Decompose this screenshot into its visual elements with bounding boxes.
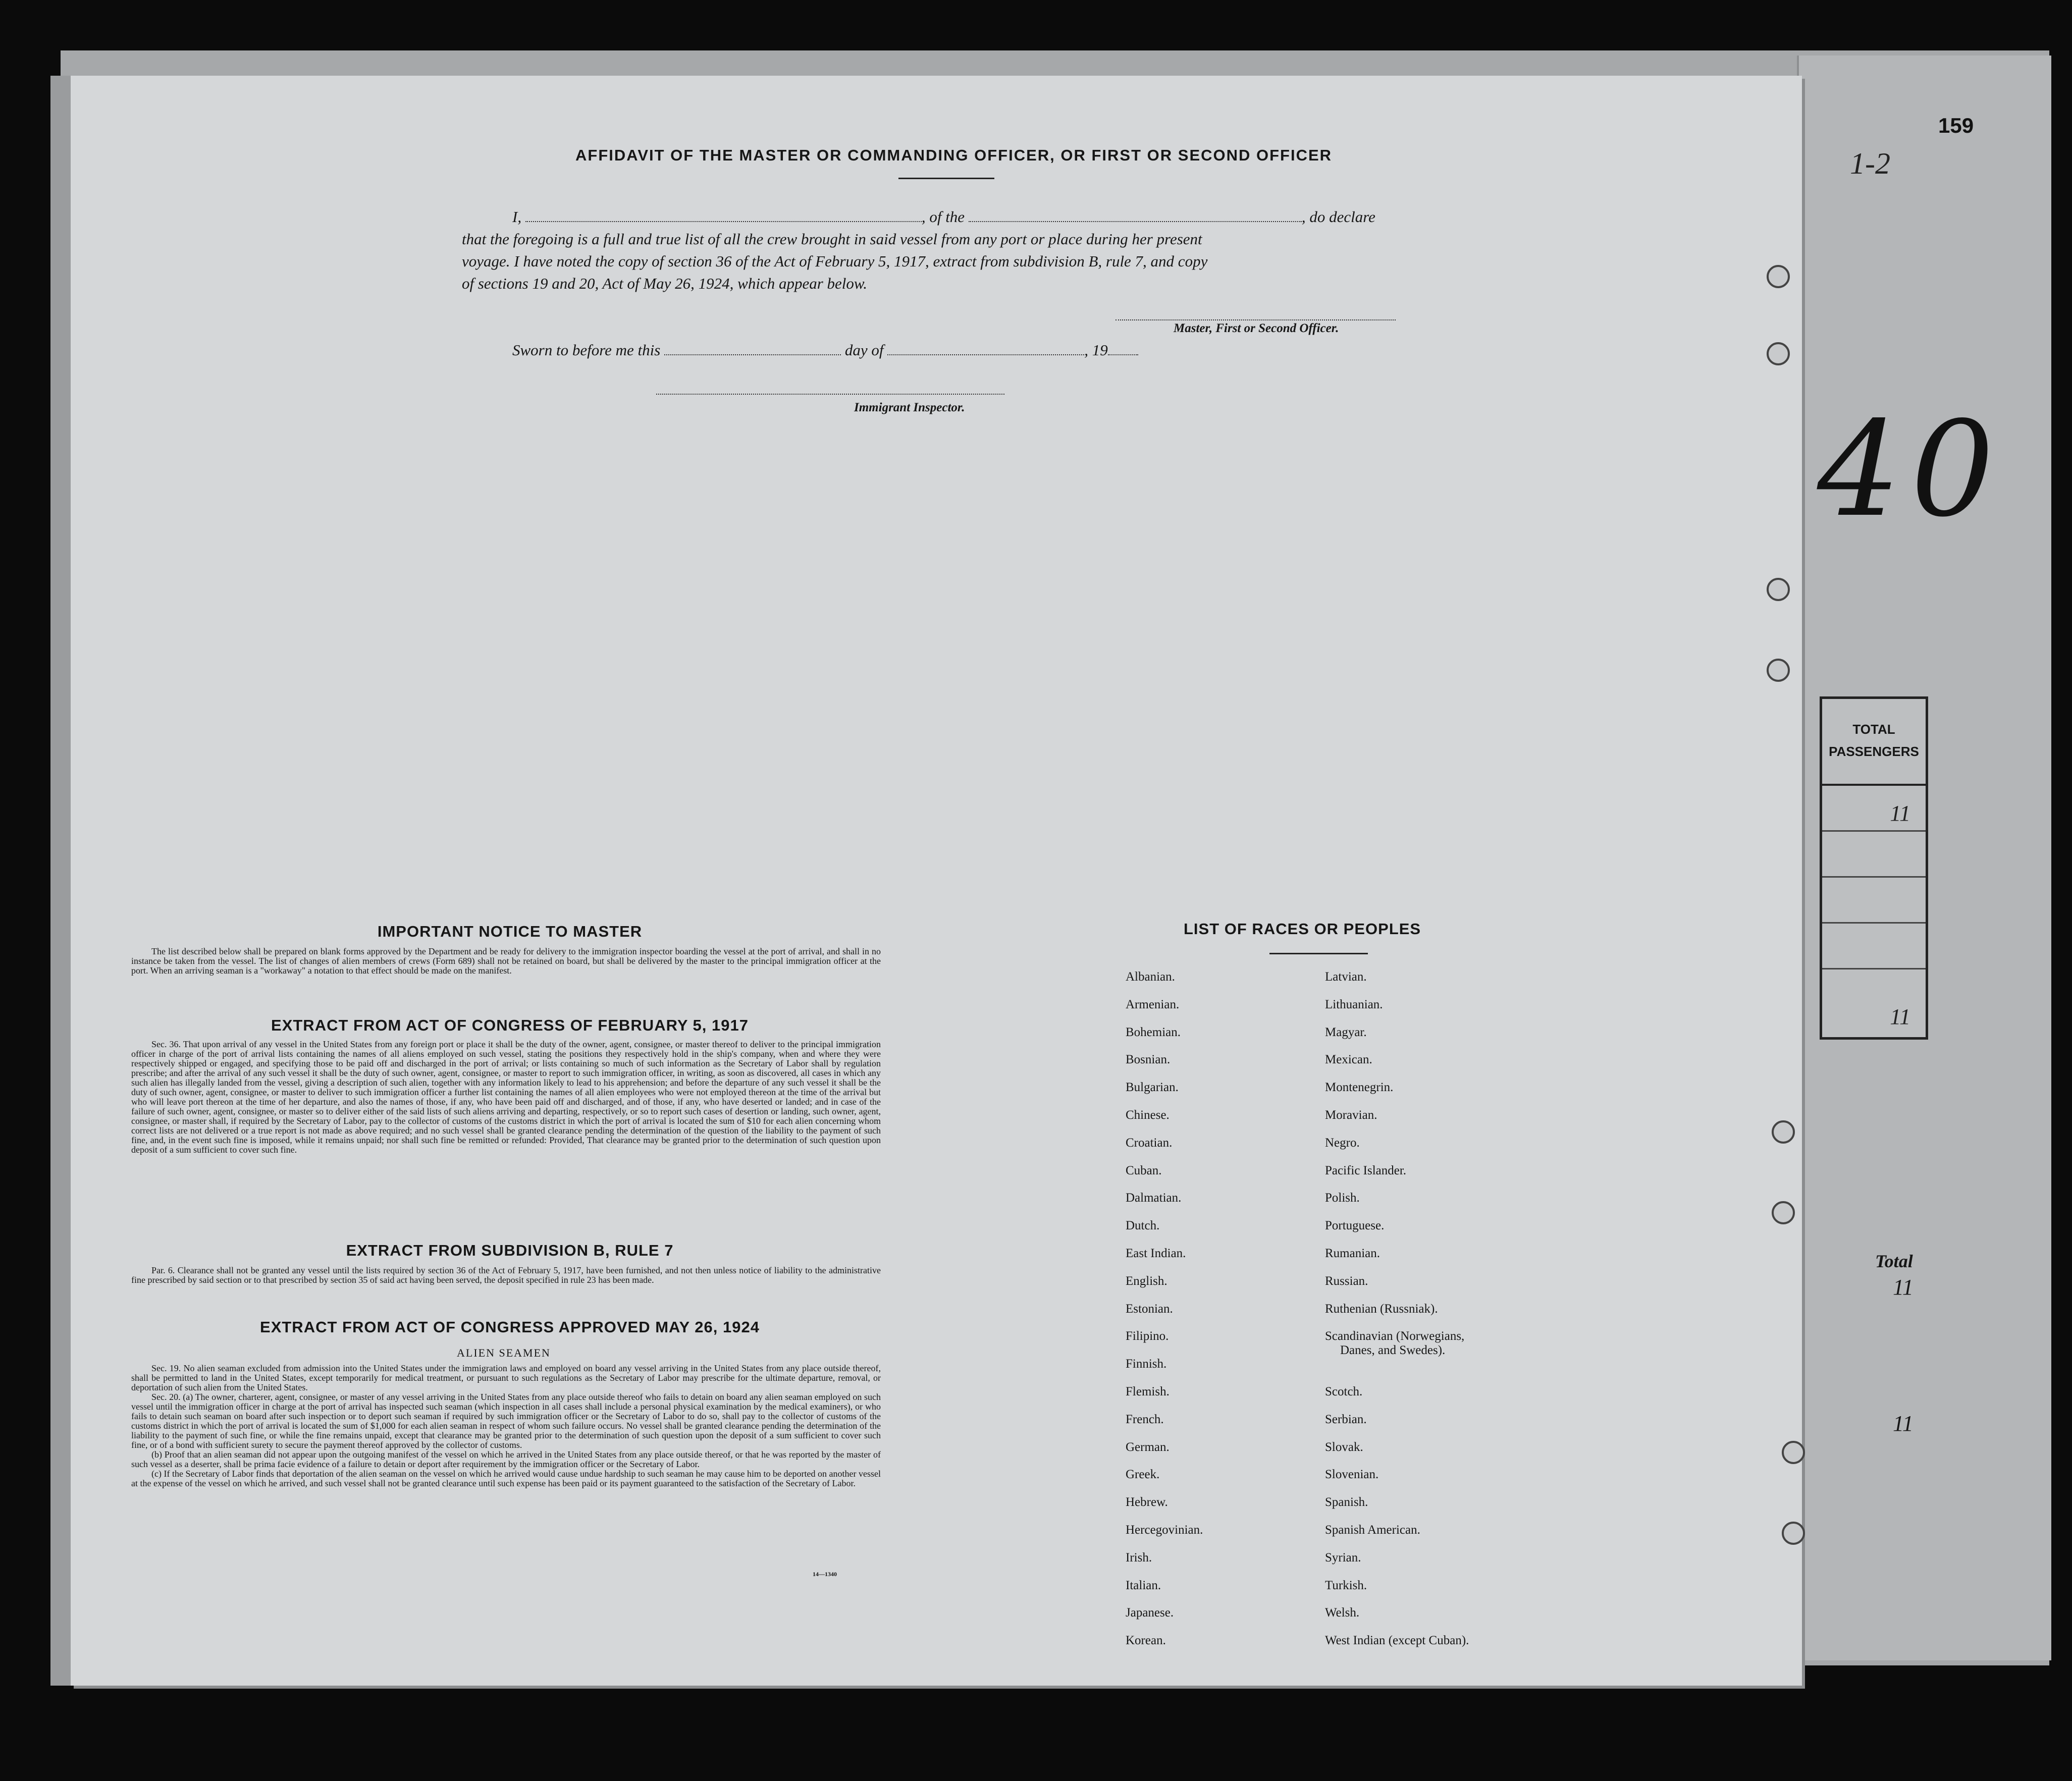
handwritten-large-number: 40 bbox=[1817, 394, 2004, 546]
extract-1924-text bbox=[131, 1364, 881, 1488]
binder-hole bbox=[1767, 342, 1790, 365]
race-item: Slovenian. bbox=[1325, 1468, 1379, 1482]
affidavit-text: voyage. I have noted the copy of section 36 of the Act of February 5, 1917, extract from subdivision B, rule 7, and copy bbox=[462, 252, 1208, 270]
total-value: 11 bbox=[1890, 1004, 1910, 1029]
race-item: Albanian. bbox=[1126, 970, 1175, 984]
race-item: Finnish. bbox=[1126, 1357, 1167, 1371]
binder-hole bbox=[1772, 1201, 1795, 1224]
binder-hole bbox=[1782, 1441, 1805, 1464]
total-passengers-box bbox=[1820, 696, 1928, 1040]
race-item: Rumanian. bbox=[1325, 1247, 1380, 1260]
race-item: Greek. bbox=[1126, 1468, 1160, 1482]
race-item: Filipino. bbox=[1126, 1329, 1169, 1343]
race-item: Turkish. bbox=[1325, 1578, 1367, 1592]
total-header-line2: PASSENGERS bbox=[1829, 744, 1919, 759]
notice-title: IMPORTANT NOTICE TO MASTER bbox=[377, 923, 643, 940]
race-item: Dutch. bbox=[1126, 1219, 1160, 1233]
race-item: Hebrew. bbox=[1126, 1495, 1168, 1509]
binder-hole bbox=[1767, 578, 1790, 601]
race-item: German. bbox=[1126, 1440, 1170, 1454]
race-item: Moravian. bbox=[1325, 1108, 1377, 1122]
race-item: East Indian. bbox=[1126, 1247, 1186, 1260]
binder-hole bbox=[1767, 265, 1790, 288]
sworn-text: day of bbox=[844, 341, 884, 359]
race-item: Bosnian. bbox=[1126, 1053, 1171, 1067]
race-item: Pacific Islander. bbox=[1325, 1163, 1407, 1177]
extract-1917-title: EXTRACT FROM ACT OF CONGRESS OF FEBRUARY 5, 1917 bbox=[271, 1016, 749, 1034]
race-item: Magyar. bbox=[1325, 1025, 1367, 1039]
year-blank bbox=[1108, 341, 1138, 355]
total-row bbox=[1822, 924, 1926, 969]
affidavit-body bbox=[462, 206, 1431, 295]
handwritten-total-value: 11 bbox=[1893, 1411, 1914, 1436]
race-item: Portuguese. bbox=[1325, 1219, 1385, 1233]
race-item: English. bbox=[1126, 1274, 1167, 1288]
extract-1924-title: EXTRACT FROM ACT OF CONGRESS APPROVED MAY 26, 1924 bbox=[260, 1318, 760, 1336]
rule-7-title: EXTRACT FROM SUBDIVISION B, RULE 7 bbox=[346, 1242, 674, 1259]
sworn-text: , 19 bbox=[1084, 341, 1108, 359]
race-item: Syrian. bbox=[1325, 1550, 1361, 1564]
race-item: Dalmatian. bbox=[1126, 1191, 1182, 1205]
race-item-continuation: Danes, and Swedes). bbox=[1340, 1343, 1446, 1358]
title-rule bbox=[1269, 953, 1368, 954]
total-row bbox=[1822, 878, 1926, 924]
race-item: Spanish. bbox=[1325, 1495, 1368, 1509]
signature-line bbox=[1115, 319, 1396, 320]
section-20a-paragraph: Sec. 20. (a) The owner, charterer, agent, consignee, or master of any vessel arriving in the United States from any place outside thereof who fails to detain on board any alien seaman employed on such vessel until the immigration officer in charge at the port of arrival has inspected such seaman (which inspection in all cases shall include a personal physical examination by the medical examiners), or who fails to detain such seaman on board after such inspection or to deport such seaman if required by such immigration officer or the Secretary of Labor to do so, shall pay to the collector of customs of the customs district in which the port of arrival is located the sum of $1,000 for each alien seaman in respect of whom such failure occurs. No vessel shall be granted clearance pending the determination of the liability to the payment of such fine, or while the fine remains unpaid, except that clearance may be granted prior to the determination of such question upon the deposit of a sum sufficient to cover such fine, or of a bond with sufficient surety to secure the payment thereof approved by the collector of customs. bbox=[131, 1392, 881, 1450]
day-blank bbox=[664, 341, 841, 355]
binder-hole bbox=[1772, 1120, 1795, 1144]
affidavit-text: that the foregoing is a full and true list of all the crew brought in said vessel from any port or place during her present bbox=[462, 230, 1202, 248]
affidavit-title: AFFIDAVIT OF THE MASTER OR COMMANDING OFFICER, OR FIRST OR SECOND OFFICER bbox=[575, 146, 1333, 164]
race-item: Polish. bbox=[1325, 1191, 1360, 1205]
total-passengers-header bbox=[1822, 699, 1926, 786]
total-header-line1: TOTAL bbox=[1852, 722, 1895, 737]
race-item: Irish. bbox=[1126, 1550, 1152, 1564]
affidavit-text: I, bbox=[512, 208, 522, 226]
title-rule bbox=[898, 178, 994, 179]
section-20c-paragraph: (c) If the Secretary of Labor finds that deportation of the alien seaman on the vessel on which he arrived would cause undue hardship to such seaman he may cause him to be deported on another vessel at the expense of the vessel on which he arrived, and such vessel shall not be granted clearance until such expense has been paid or its payment guaranteed to the satisfaction of the Secretary of Labor. bbox=[131, 1469, 881, 1488]
race-item: Spanish American. bbox=[1325, 1523, 1420, 1537]
race-item: Scotch. bbox=[1325, 1385, 1363, 1398]
race-item: Negro. bbox=[1325, 1136, 1360, 1150]
form-number: 14—1340 bbox=[813, 1571, 837, 1578]
race-item: French. bbox=[1126, 1412, 1164, 1426]
race-item: Latvian. bbox=[1325, 970, 1367, 984]
race-item: Montenegrin. bbox=[1325, 1081, 1394, 1095]
race-item: West Indian (except Cuban). bbox=[1325, 1634, 1469, 1648]
affidavit-text: of sections 19 and 20, Act of May 26, 1924, which appear below. bbox=[462, 275, 868, 292]
race-item: Serbian. bbox=[1325, 1412, 1367, 1426]
total-value: 11 bbox=[1890, 801, 1910, 826]
total-row bbox=[1822, 832, 1926, 878]
notice-paragraph: The list described below shall be prepared on blank forms approved by the Department and be ready for delivery to the immigration inspector boarding the vessel at the port of arrival, and shall in no instance be taken from the vessel. The list of changes of alien members of crews (Form 689) shall not be retained on board, but shall be delivered by the master to the principal immigration officer at the port. When an arriving seaman is a "workaway" a notation to that effect should be made on the manifest. bbox=[131, 946, 881, 976]
name-blank bbox=[525, 208, 922, 222]
race-item: Welsh. bbox=[1325, 1606, 1360, 1620]
race-item: Scandinavian (Norwegians, bbox=[1325, 1329, 1465, 1343]
race-item: Mexican. bbox=[1325, 1053, 1372, 1067]
section-36-paragraph: Sec. 36. That upon arrival of any vessel in the United States from any foreign port or place it shall be the duty of the owner, agent, consignee, or master thereof to deliver to the principal immigration officer in charge of the port of arrival lists containing the names of all aliens employed on such vessel, stating the positions they respectively hold in the ship's company, when and where they were respectively shipped or engaged, and specifying those to be paid off and discharged in the port of arrival; or lists containing so much of such information as the Secretary of Labor shall by regulation prescribe; and after the arrival of any such vessel it shall be the duty of such owner, agent, consignee, or master to report to such immigration officer, in writing, as soon as discovered, all cases in which any such alien has illegally landed from the vessel, giving a description of such alien, together with any information likely to lead to his apprehension; and before the departure of any such vessel it shall be the duty of such owner, agent, consignee, or master to deliver to such immigration officer a further list containing the names of all alien employees who were not employed thereon at the time of the arrival but who will leave port thereon at the time of her departure, and also the names of those, if any, who have been paid off and discharged, and of those, if any, who have deserted or landed; and in case of the failure of such owner, agent, consignee, or master so to deliver either of the said lists of such aliens arriving and departing, respectively, or so to report such cases of desertion or landing, such owner, agent, consignee, or master shall, if required by the Secretary of Labor, pay to the collector of customs of the customs district in which the port of arrival is located the sum of $10 for each alien concerning whom correct lists are not delivered or a true report is not made as above required; and no such vessel shall be granted clearance pending the determination of the question of the liability to the payment of such fine, and, in the event such fine is imposed, while it remains unpaid; nor shall such fine be remitted or refunded: Provided, That clearance may be granted prior to the determination of such question upon deposit of a sum sufficient to cover such fine. bbox=[131, 1039, 881, 1155]
notice-text bbox=[131, 947, 881, 976]
binder-hole bbox=[1767, 659, 1790, 682]
race-item: Estonian. bbox=[1126, 1302, 1173, 1316]
handwritten-total-label: Total bbox=[1875, 1251, 1913, 1271]
race-item: Flemish. bbox=[1126, 1385, 1170, 1398]
signature-label: Master, First or Second Officer. bbox=[1174, 321, 1339, 335]
race-item: Russian. bbox=[1325, 1274, 1368, 1288]
race-item: Hercegovinian. bbox=[1126, 1523, 1203, 1537]
page-number: 159 bbox=[1938, 114, 1974, 137]
race-item: Korean. bbox=[1126, 1634, 1166, 1648]
race-item: Ruthenian (Russniak). bbox=[1325, 1302, 1438, 1316]
page-edge bbox=[50, 76, 71, 1686]
race-item: Armenian. bbox=[1126, 997, 1180, 1011]
race-item: Italian. bbox=[1126, 1578, 1161, 1592]
race-item: Chinese. bbox=[1126, 1108, 1170, 1122]
month-blank bbox=[887, 341, 1084, 355]
rule-7-text bbox=[131, 1266, 881, 1285]
section-19-paragraph: Sec. 19. No alien seaman excluded from admission into the United States under the immigration laws and employed on board any vessel arriving in the United States from any place outside thereof, shall be permitted to land in the United States, except temporarily for medical treatment, or pursuant to such regulations as the Secretary of Labor may prescribe for the ultimate departure, removal, or deportation of such alien from the United States. bbox=[131, 1363, 881, 1392]
race-item: Japanese. bbox=[1126, 1606, 1174, 1620]
race-item: Cuban. bbox=[1126, 1163, 1162, 1177]
section-20b-paragraph: (b) Proof that an alien seaman did not appear upon the outgoing manifest of the vessel on which he arrived in the United States from any place outside thereof, or that he was reported by the master of such vessel as a deserter, shall be prima facie evidence of a failure to detain or deport after requirement by the immigration officer or the Secretary of Labor. bbox=[131, 1449, 881, 1469]
inspector-signature-line bbox=[656, 394, 1004, 395]
handwritten-total-value: 11 bbox=[1893, 1275, 1914, 1300]
rule-7-paragraph: Par. 6. Clearance shall not be granted any vessel until the lists required by section 36 of the Act of February 5, 1917, have been furnished, and not then unless notice of liability to the administrative fine prescribed by said section or to that prescribed by section 35 of said act having been served, the deposit specified in rule 23 has been made. bbox=[131, 1265, 881, 1285]
sworn-line bbox=[512, 341, 1138, 359]
inspector-label: Immigrant Inspector. bbox=[854, 401, 965, 414]
affidavit-text: , of the bbox=[921, 208, 965, 226]
sworn-text: Sworn to before me this bbox=[512, 341, 661, 359]
handwritten-corner-mark: 1-2 bbox=[1850, 147, 1890, 180]
alien-seamen-subtitle: ALIEN SEAMEN bbox=[457, 1346, 551, 1359]
binder-hole bbox=[1782, 1522, 1805, 1545]
vessel-blank bbox=[969, 208, 1302, 222]
race-item: Bohemian. bbox=[1126, 1025, 1181, 1039]
race-item: Slovak. bbox=[1325, 1440, 1363, 1454]
race-item: Croatian. bbox=[1126, 1136, 1173, 1150]
total-row bbox=[1822, 786, 1926, 832]
extract-1917-text bbox=[131, 1040, 881, 1155]
races-title: LIST OF RACES OR PEOPLES bbox=[1184, 920, 1421, 938]
affidavit-text: , do declare bbox=[1301, 208, 1375, 226]
race-item: Lithuanian. bbox=[1325, 997, 1383, 1011]
race-item: Bulgarian. bbox=[1126, 1081, 1179, 1095]
